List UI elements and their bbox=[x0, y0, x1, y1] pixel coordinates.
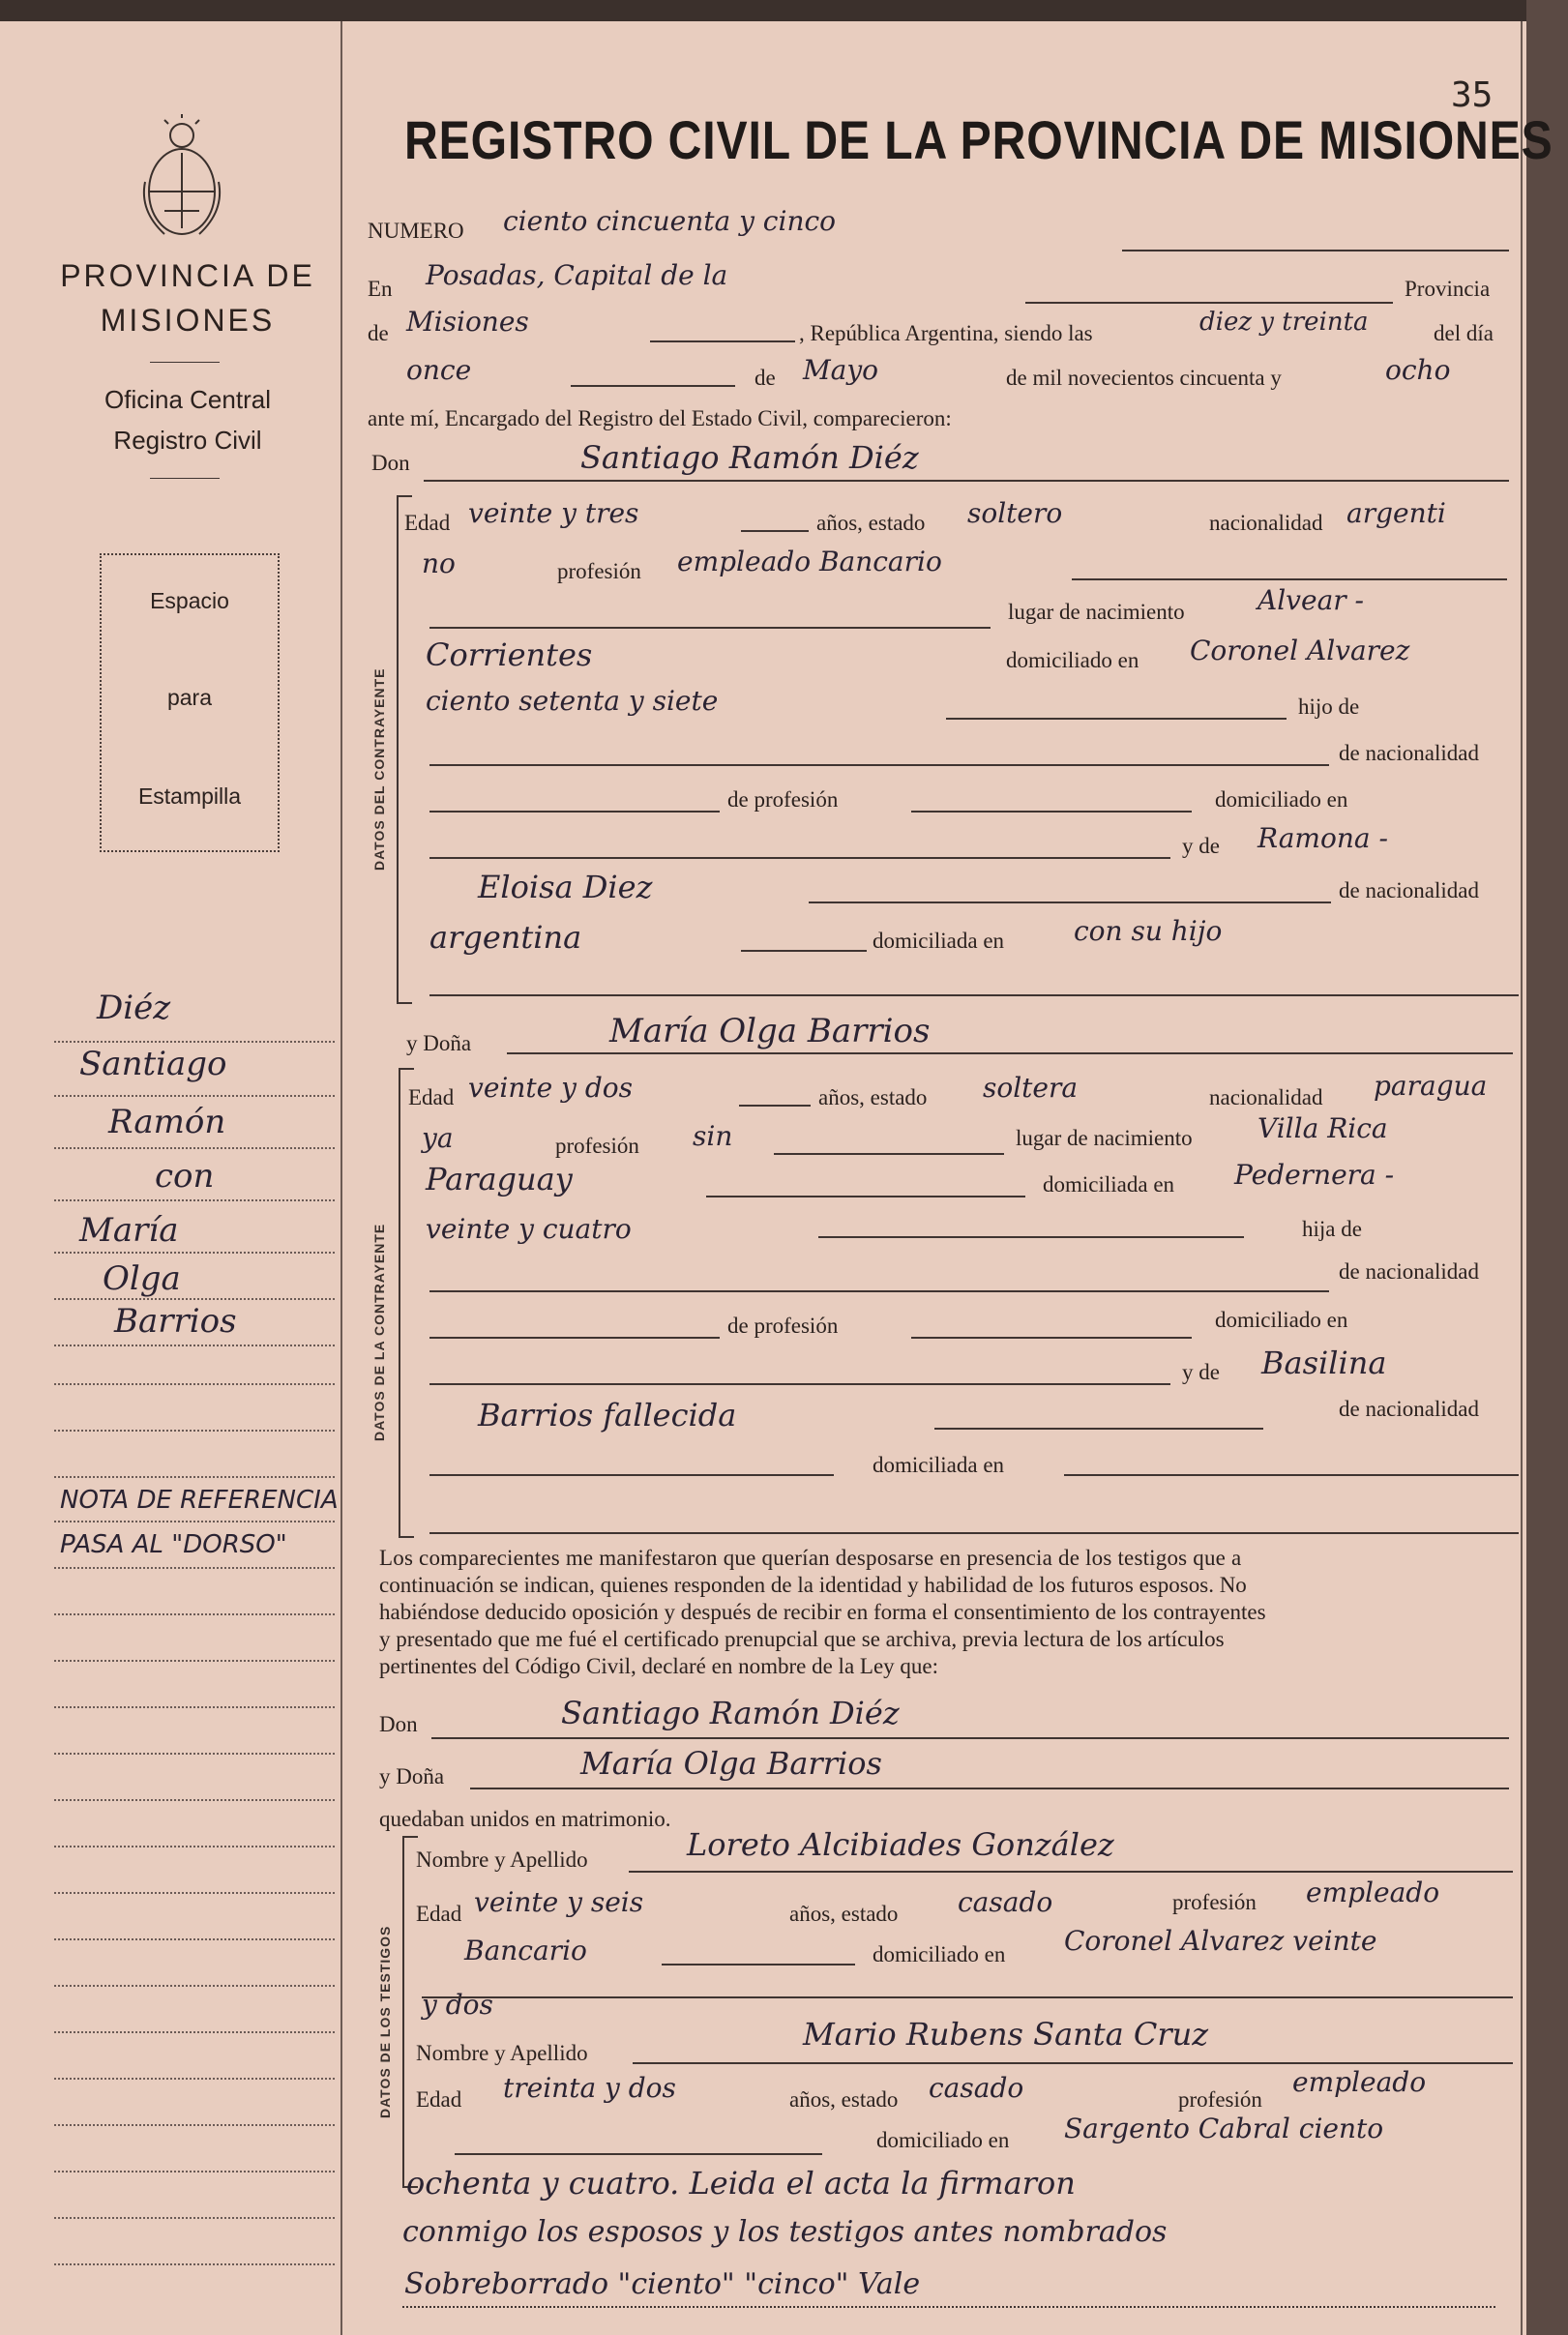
value-n-profesion: sin bbox=[693, 1120, 733, 1152]
value-don: Santiago Ramón Diéz bbox=[580, 439, 919, 476]
rule bbox=[422, 1996, 1513, 1998]
label-y-dona-2: y Doña bbox=[379, 1764, 445, 1788]
rule bbox=[911, 811, 1192, 813]
value-n-edad: veinte y dos bbox=[468, 1072, 633, 1104]
rule bbox=[431, 1737, 1509, 1739]
rule bbox=[429, 764, 1329, 766]
label-profesion: profesión bbox=[557, 559, 641, 583]
label-de-mes: de bbox=[754, 366, 776, 390]
label-don: Don bbox=[371, 451, 410, 475]
value-n-lugar2: Paraguay bbox=[426, 1161, 573, 1197]
paragraph-line-5: pertinentes del Código Civil, declaré en nombre de la Ley que: bbox=[379, 1654, 939, 1678]
rule bbox=[1122, 250, 1509, 251]
label-de: de bbox=[368, 321, 389, 345]
rule bbox=[662, 1964, 855, 1966]
scan-top-edge bbox=[0, 0, 1568, 21]
label-domiciliado-en-3: domiciliado en bbox=[1215, 1308, 1348, 1332]
label-de-profesion-2: de profesión bbox=[727, 1314, 839, 1338]
value-c-madre1: Ramona - bbox=[1257, 822, 1388, 854]
rule bbox=[633, 2062, 1513, 2064]
rule bbox=[911, 1337, 1192, 1339]
rule bbox=[455, 2153, 822, 2155]
stamp-label-1: Espacio bbox=[150, 588, 229, 613]
rule bbox=[429, 857, 1170, 859]
value-t2-edad: treinta y dos bbox=[503, 2072, 676, 2104]
label-mil: de mil novecientos cincuenta y bbox=[1006, 366, 1282, 390]
value-t1-estado: casado bbox=[958, 1886, 1053, 1918]
rule bbox=[429, 1532, 1519, 1534]
margin-name-5: María bbox=[79, 1211, 179, 1250]
value-t2-profesion: empleado bbox=[1292, 2066, 1427, 2098]
rule bbox=[934, 1428, 1263, 1430]
province-line-2: MISIONES bbox=[100, 303, 276, 338]
label-ante-mi: ante mí, Encargado del Registro del Estado Civil, comparecieron: bbox=[368, 406, 952, 430]
value-provincia: Misiones bbox=[406, 306, 529, 338]
value-t1-nombre: Loreto Alcibiades González bbox=[687, 1826, 1114, 1863]
label-de-profesion: de profesión bbox=[727, 787, 839, 812]
province-line-1: PROVINCIA DE bbox=[60, 258, 315, 293]
value-c-domicilio1: Coronel Alvarez bbox=[1190, 635, 1410, 666]
label-edad: Edad bbox=[404, 511, 451, 535]
label-nacionalidad: nacionalidad bbox=[1209, 511, 1323, 535]
value-c-madre-nac: argentina bbox=[429, 919, 582, 956]
reference-note-line-2: PASA AL "DORSO" bbox=[60, 1530, 287, 1559]
label-quedaban: quedaban unidos en matrimonio. bbox=[379, 1807, 671, 1831]
rule bbox=[741, 530, 809, 532]
label-anos-estado: años, estado bbox=[816, 511, 926, 535]
value-t2-estado: casado bbox=[929, 2072, 1024, 2104]
label-domiciliado-en: domiciliado en bbox=[1006, 648, 1139, 672]
value-en: Posadas, Capital de la bbox=[426, 259, 728, 291]
label-profesion-4: profesión bbox=[1178, 2087, 1262, 2112]
value-t1-profesion: empleado bbox=[1306, 1877, 1440, 1908]
value-t1-prof2: Bancario bbox=[464, 1935, 587, 1966]
paragraph-line-1: Los comparecientes me manifestaron que querían desposarse en presencia de los testigos que a bbox=[379, 1546, 1242, 1570]
rule bbox=[1025, 302, 1393, 304]
value-t2-domicilio1: Sargento Cabral ciento bbox=[1064, 2113, 1384, 2144]
label-nombre-apellido: Nombre y Apellido bbox=[416, 1847, 588, 1872]
value-c-edad: veinte y tres bbox=[468, 497, 639, 529]
margin-name-3: Ramón bbox=[108, 1103, 226, 1141]
margin-name-6: Olga bbox=[103, 1259, 181, 1298]
office-line-1: Oficina Central bbox=[104, 385, 271, 414]
label-domiciliada-en: domiciliada en bbox=[873, 929, 1005, 953]
label-y-de: y de bbox=[1182, 834, 1220, 858]
label-lugar-nacimiento-2: lugar de nacimiento bbox=[1016, 1126, 1193, 1150]
label-domiciliado-en-2: domiciliado en bbox=[1215, 787, 1348, 812]
rule bbox=[629, 1871, 1513, 1873]
label-de-nacionalidad-3: de nacionalidad bbox=[1339, 1259, 1479, 1284]
value-n-nac2: ya bbox=[422, 1122, 454, 1154]
value-c-lugar2: Corrientes bbox=[426, 636, 593, 673]
margin-name-1: Diéz bbox=[97, 989, 171, 1027]
rule bbox=[424, 480, 1509, 482]
rule bbox=[429, 1474, 834, 1476]
sidebar-divider-short bbox=[150, 362, 220, 363]
sidebar-divider bbox=[340, 21, 342, 2335]
scan-right-edge bbox=[1526, 0, 1568, 2335]
rule bbox=[429, 1337, 720, 1339]
right-margin-rule bbox=[1521, 21, 1523, 2335]
label-provincia: Provincia bbox=[1405, 277, 1491, 301]
rule bbox=[571, 385, 735, 387]
margin-name-7: Barrios bbox=[114, 1302, 237, 1341]
value-hora: diez y treinta bbox=[1199, 308, 1369, 337]
label-de-nacionalidad-4: de nacionalidad bbox=[1339, 1397, 1479, 1421]
rule bbox=[429, 627, 991, 629]
label-edad-3: Edad bbox=[416, 1902, 462, 1926]
value-anio: ocho bbox=[1385, 354, 1451, 386]
paragraph-line-4: y presentado que me fué el certificado prenupcial que se archiva, previa lectura de los artículos bbox=[379, 1627, 1225, 1651]
reference-note-line-1: NOTA DE REFERENCIA bbox=[60, 1486, 339, 1515]
value-n-nac1: paragua bbox=[1374, 1070, 1488, 1102]
label-numero: NUMERO bbox=[368, 219, 464, 243]
closing-line-2: conmigo los esposos y los testigos antes nombrados bbox=[402, 2215, 1168, 2249]
province-heading bbox=[35, 253, 340, 342]
paragraph-line-2: continuación se indican, quienes responden de la identidad y habilidad de los futuros esposos. No bbox=[379, 1573, 1247, 1597]
rule bbox=[429, 994, 1519, 996]
value-n-domicilio2: veinte y cuatro bbox=[426, 1213, 632, 1245]
label-don-2: Don bbox=[379, 1712, 418, 1736]
label-nombre-apellido-2: Nombre y Apellido bbox=[416, 2041, 588, 2065]
value-n-domicilio1: Pedernera - bbox=[1234, 1159, 1395, 1191]
label-hija-de: hija de bbox=[1302, 1217, 1362, 1241]
label-edad-4: Edad bbox=[416, 2087, 462, 2112]
value-c-domicilio2: ciento setenta y siete bbox=[426, 685, 719, 717]
sidebar-divider-short-2 bbox=[150, 478, 220, 479]
margin-name-2: Santiago bbox=[79, 1045, 227, 1083]
value-c-lugar1: Alvear - bbox=[1257, 584, 1365, 616]
label-datos-la-contrayente: DATOS DE LA CONTRAYENTE bbox=[371, 1223, 387, 1441]
rule bbox=[429, 811, 720, 813]
office-line-2: Registro Civil bbox=[113, 426, 262, 455]
value-dona: María Olga Barrios bbox=[609, 1012, 931, 1050]
value-dona-2: María Olga Barrios bbox=[580, 1745, 882, 1782]
label-anos-estado-2: años, estado bbox=[818, 1085, 928, 1109]
bride-bracket bbox=[399, 1068, 414, 1538]
rule bbox=[1072, 578, 1507, 580]
paragraph-line-3: habiéndose deducido oposición y después de recibir en forma el consentimiento de los contrayentes bbox=[379, 1600, 1266, 1624]
closing-line-3: Sobreborrado "ciento" "cinco" Vale bbox=[404, 2267, 921, 2301]
rule bbox=[774, 1153, 1004, 1155]
rule bbox=[470, 1788, 1509, 1789]
label-domiciliada-en-3: domiciliada en bbox=[873, 1453, 1005, 1477]
label-del-dia: del día bbox=[1434, 321, 1494, 345]
rule bbox=[739, 1105, 811, 1107]
label-datos-contrayente: DATOS DEL CONTRAYENTE bbox=[371, 667, 387, 871]
value-n-lugar1: Villa Rica bbox=[1257, 1112, 1388, 1144]
stamp-label-3: Estampilla bbox=[137, 783, 242, 809]
witnesses-bracket bbox=[402, 1836, 418, 2188]
label-domiciliado-en-5: domiciliado en bbox=[876, 2128, 1010, 2152]
rule bbox=[818, 1236, 1244, 1238]
stamp-space-box bbox=[100, 553, 280, 852]
value-don-2: Santiago Ramón Diéz bbox=[561, 1695, 900, 1731]
label-y-dona: y Doña bbox=[406, 1031, 472, 1055]
rule bbox=[706, 1196, 1025, 1197]
value-t1-domicilio2: y dos bbox=[422, 1989, 493, 2021]
value-mes: Mayo bbox=[803, 354, 879, 386]
label-edad-2: Edad bbox=[408, 1085, 455, 1109]
label-domiciliado-en-4: domiciliado en bbox=[873, 1942, 1006, 1966]
label-en: En bbox=[368, 277, 393, 301]
value-n-madre2: Barrios fallecida bbox=[478, 1397, 737, 1434]
margin-name-4: con bbox=[155, 1157, 215, 1196]
page-number: 35 bbox=[1451, 75, 1494, 115]
value-c-madre2: Eloisa Diez bbox=[478, 869, 653, 905]
label-anos-estado-4: años, estado bbox=[789, 2087, 899, 2112]
value-c-nac1: argenti bbox=[1346, 497, 1446, 529]
closing-line-1: ochenta y cuatro. Leida el acta la firmaron bbox=[406, 2165, 1076, 2202]
label-profesion-3: profesión bbox=[1172, 1890, 1257, 1914]
label-y-de-2: y de bbox=[1182, 1360, 1220, 1384]
value-c-nac2: no bbox=[422, 547, 456, 579]
rule bbox=[650, 340, 795, 342]
rule bbox=[946, 718, 1287, 720]
value-dia: once bbox=[406, 354, 472, 386]
rule bbox=[429, 1290, 1329, 1292]
label-anos-estado-3: años, estado bbox=[789, 1902, 899, 1926]
value-n-estado: soltera bbox=[983, 1072, 1079, 1104]
value-c-profesion: empleado Bancario bbox=[677, 546, 942, 577]
stamp-label-2: para bbox=[166, 685, 213, 710]
label-nacionalidad-2: nacionalidad bbox=[1209, 1085, 1323, 1109]
label-datos-testigos: DATOS DE LOS TESTIGOS bbox=[377, 1925, 393, 2118]
label-lugar-nacimiento: lugar de nacimiento bbox=[1008, 600, 1185, 624]
value-numero: ciento cincuenta y cinco bbox=[503, 205, 837, 237]
value-t1-domicilio1: Coronel Alvarez veinte bbox=[1064, 1925, 1377, 1957]
rule bbox=[741, 950, 867, 952]
rule bbox=[809, 901, 1331, 903]
label-domiciliada-en-2: domiciliada en bbox=[1043, 1172, 1175, 1197]
value-t2-nombre: Mario Rubens Santa Cruz bbox=[803, 2016, 1209, 2053]
value-c-estado: soltero bbox=[967, 497, 1063, 529]
rule bbox=[402, 2306, 1495, 2308]
label-profesion-2: profesión bbox=[555, 1134, 639, 1158]
coat-of-arms-icon bbox=[135, 114, 228, 242]
value-n-madre1: Basilina bbox=[1261, 1345, 1387, 1381]
office-heading bbox=[35, 379, 340, 460]
label-republica: , República Argentina, siendo las bbox=[799, 321, 1093, 345]
page-title: REGISTRO CIVIL DE LA PROVINCIA DE MISIONES bbox=[404, 109, 1553, 170]
value-c-madre-dom: con su hijo bbox=[1074, 915, 1223, 947]
label-de-nacionalidad-2: de nacionalidad bbox=[1339, 878, 1479, 902]
value-t1-edad: veinte y seis bbox=[474, 1886, 644, 1918]
label-hijo-de: hijo de bbox=[1298, 695, 1360, 719]
rule bbox=[429, 1383, 1170, 1385]
label-de-nacionalidad: de nacionalidad bbox=[1339, 741, 1479, 765]
groom-bracket bbox=[397, 495, 412, 1004]
rule bbox=[507, 1052, 1513, 1054]
rule bbox=[1064, 1474, 1519, 1476]
